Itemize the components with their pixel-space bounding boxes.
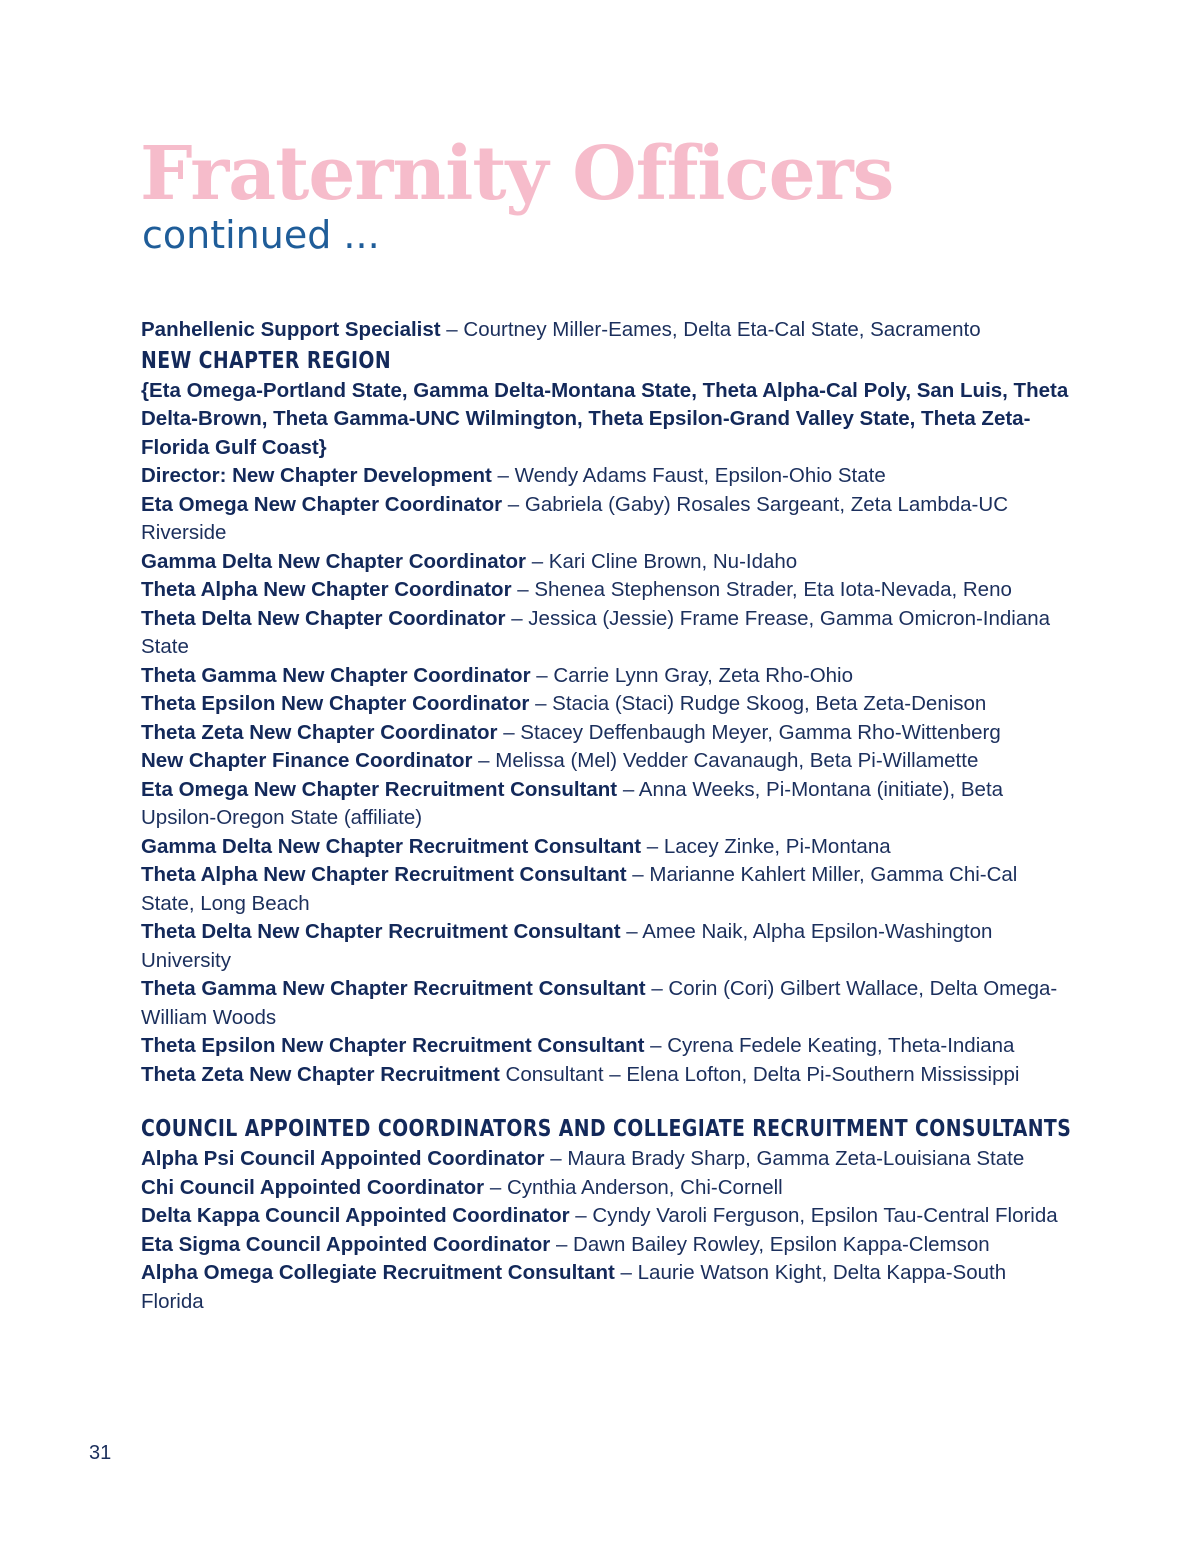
officer-name: – Courtney Miller-Eames, Delta Eta-Cal State, Sacramento <box>440 318 981 341</box>
officer-entry <box>141 1202 1071 1231</box>
officer-name: – Gabriela (Gaby) Rosales Sargeant, Zeta Lambda-UC Riverside <box>141 492 1008 544</box>
officer-role: Theta Gamma New Chapter Coordinator <box>141 663 531 687</box>
officer-role: Theta Gamma New Chapter Recruitment Consultant <box>141 977 646 1000</box>
officer-entry <box>141 605 1071 662</box>
officer-entry <box>141 1145 1071 1174</box>
officer-role: Gamma Delta New Chapter Recruitment Consultant <box>141 834 642 858</box>
officer-entry <box>141 918 1071 975</box>
officer-role: Theta Delta New Chapter Coordinator <box>141 606 506 630</box>
officer-name: – Cyndy Varoli Ferguson, Epsilon Tau-Central Florida <box>569 1204 1058 1227</box>
officer-role: Panhellenic Support Specialist <box>141 318 441 341</box>
officer-role: Theta Alpha New Chapter Recruitment Consultant <box>141 863 627 886</box>
officer-entry <box>141 1259 1071 1316</box>
officer-name: – Anna Weeks, Pi-Montana (initiate), Beta Upsilon-Oregon State (affiliate) <box>141 777 1004 829</box>
section-heading-new-chapter-region: NEW CHAPTER REGION <box>141 347 392 374</box>
officer-entry <box>141 1061 1071 1090</box>
officer-role: Theta Zeta New Chapter Coordinator <box>141 720 498 744</box>
officer-entry <box>141 462 1071 491</box>
officer-name: – Shenea Stephenson Strader, Eta Iota-Nevada, Reno <box>511 578 1012 601</box>
officer-role: Eta Omega New Chapter Recruitment Consultant <box>141 777 618 801</box>
officer-name: – Jessica (Jessie) Frame Frease, Gamma Omicron-Indiana State <box>141 606 1051 658</box>
officer-name: – Cyrena Fedele Keating, Theta-Indiana <box>644 1034 1015 1057</box>
page-subtitle: continued ... <box>142 213 380 257</box>
officer-role: Theta Alpha New Chapter Coordinator <box>141 578 512 601</box>
officer-name: – Lacey Zinke, Pi-Montana <box>641 834 891 858</box>
officer-name: – Stacey Deffenbaugh Meyer, Gamma Rho-Wittenberg <box>497 720 1001 744</box>
officer-role: Theta Zeta New Chapter Recruitment <box>141 1062 500 1086</box>
officer-name: – Amee Naik, Alpha Epsilon-Washington University <box>141 920 993 972</box>
officer-role: Alpha Psi Council Appointed Coordinator <box>141 1147 545 1170</box>
officer-entry <box>141 776 1071 833</box>
officer-entry <box>141 975 1071 1032</box>
page-number: 31 <box>89 1442 112 1464</box>
officer-list <box>141 316 1071 1316</box>
officer-name: – Dawn Bailey Rowley, Epsilon Kappa-Clemson <box>550 1232 990 1256</box>
officer-name: – Maura Brady Sharp, Gamma Zeta-Louisiana State <box>544 1147 1025 1170</box>
officer-name: – Carrie Lynn Gray, Zeta Rho-Ohio <box>530 663 853 687</box>
officer-role: Chi Council Appointed Coordinator <box>141 1175 485 1199</box>
officer-name: Consultant – Elena Lofton, Delta Pi-Southern Mississippi <box>499 1062 1020 1086</box>
officer-name: – Cynthia Anderson, Chi-Cornell <box>484 1175 783 1199</box>
officer-entry <box>141 690 1071 719</box>
officer-role: Eta Omega New Chapter Coordinator <box>141 492 503 516</box>
officer-entry <box>141 316 1071 345</box>
officer-entry <box>141 1174 1071 1203</box>
officer-entry <box>141 1032 1071 1061</box>
officer-role: Theta Epsilon New Chapter Recruitment Consultant <box>141 1034 645 1057</box>
officer-role: Director: New Chapter Development <box>141 464 492 487</box>
officer-entry <box>141 1231 1071 1260</box>
officer-role: Theta Delta New Chapter Recruitment Consultant <box>141 920 621 943</box>
officer-role: Alpha Omega Collegiate Recruitment Consultant <box>141 1261 615 1284</box>
section-heading-council: COUNCIL APPOINTED COORDINATORS AND COLLEGIATE RECRUITMENT CONSULTANTS <box>141 1116 1072 1142</box>
officer-entry <box>141 861 1071 918</box>
officer-entry <box>141 548 1071 577</box>
officer-name: – Melissa (Mel) Vedder Cavanaugh, Beta Pi-Willamette <box>472 749 979 772</box>
officer-entry <box>141 491 1071 548</box>
officer-name: – Marianne Kahlert Miller, Gamma Chi-Cal State, Long Beach <box>141 863 1018 915</box>
officer-name: – Kari Cline Brown, Nu-Idaho <box>526 549 798 573</box>
council-entries <box>141 1145 1071 1316</box>
officer-name: – Laurie Watson Kight, Delta Kappa-South Florida <box>141 1261 1007 1313</box>
chapter-list: {Eta Omega-Portland State, Gamma Delta-Montana State, Theta Alpha-Cal Poly, San Luis, Theta Delta-Brown, Theta Gamma-UNC Wilmington, Theta Epsilon-Grand Valley State, Theta Zeta-Florida Gulf Coast} <box>141 378 1069 459</box>
officer-entry <box>141 747 1071 776</box>
officer-entry <box>141 833 1071 862</box>
officer-entry <box>141 576 1071 605</box>
officer-entry <box>141 719 1071 748</box>
officer-name: – Stacia (Staci) Rudge Skoog, Beta Zeta-Denison <box>529 692 987 715</box>
officer-role: Gamma Delta New Chapter Coordinator <box>141 549 527 573</box>
officer-role: Theta Epsilon New Chapter Coordinator <box>141 692 530 715</box>
top-entries <box>141 316 1071 345</box>
page-title: Fraternity Officers <box>140 131 894 217</box>
officer-name: – Corin (Cori) Gilbert Wallace, Delta Omega-William Woods <box>141 977 1058 1029</box>
officer-entry <box>141 662 1071 691</box>
officer-role: Delta Kappa Council Appointed Coordinator <box>141 1204 570 1227</box>
officer-role: Eta Sigma Council Appointed Coordinator <box>141 1232 551 1256</box>
officer-name: – Wendy Adams Faust, Epsilon-Ohio State <box>491 464 886 487</box>
new-chapter-region-entries <box>141 462 1071 1089</box>
officer-role: New Chapter Finance Coordinator <box>141 749 473 772</box>
